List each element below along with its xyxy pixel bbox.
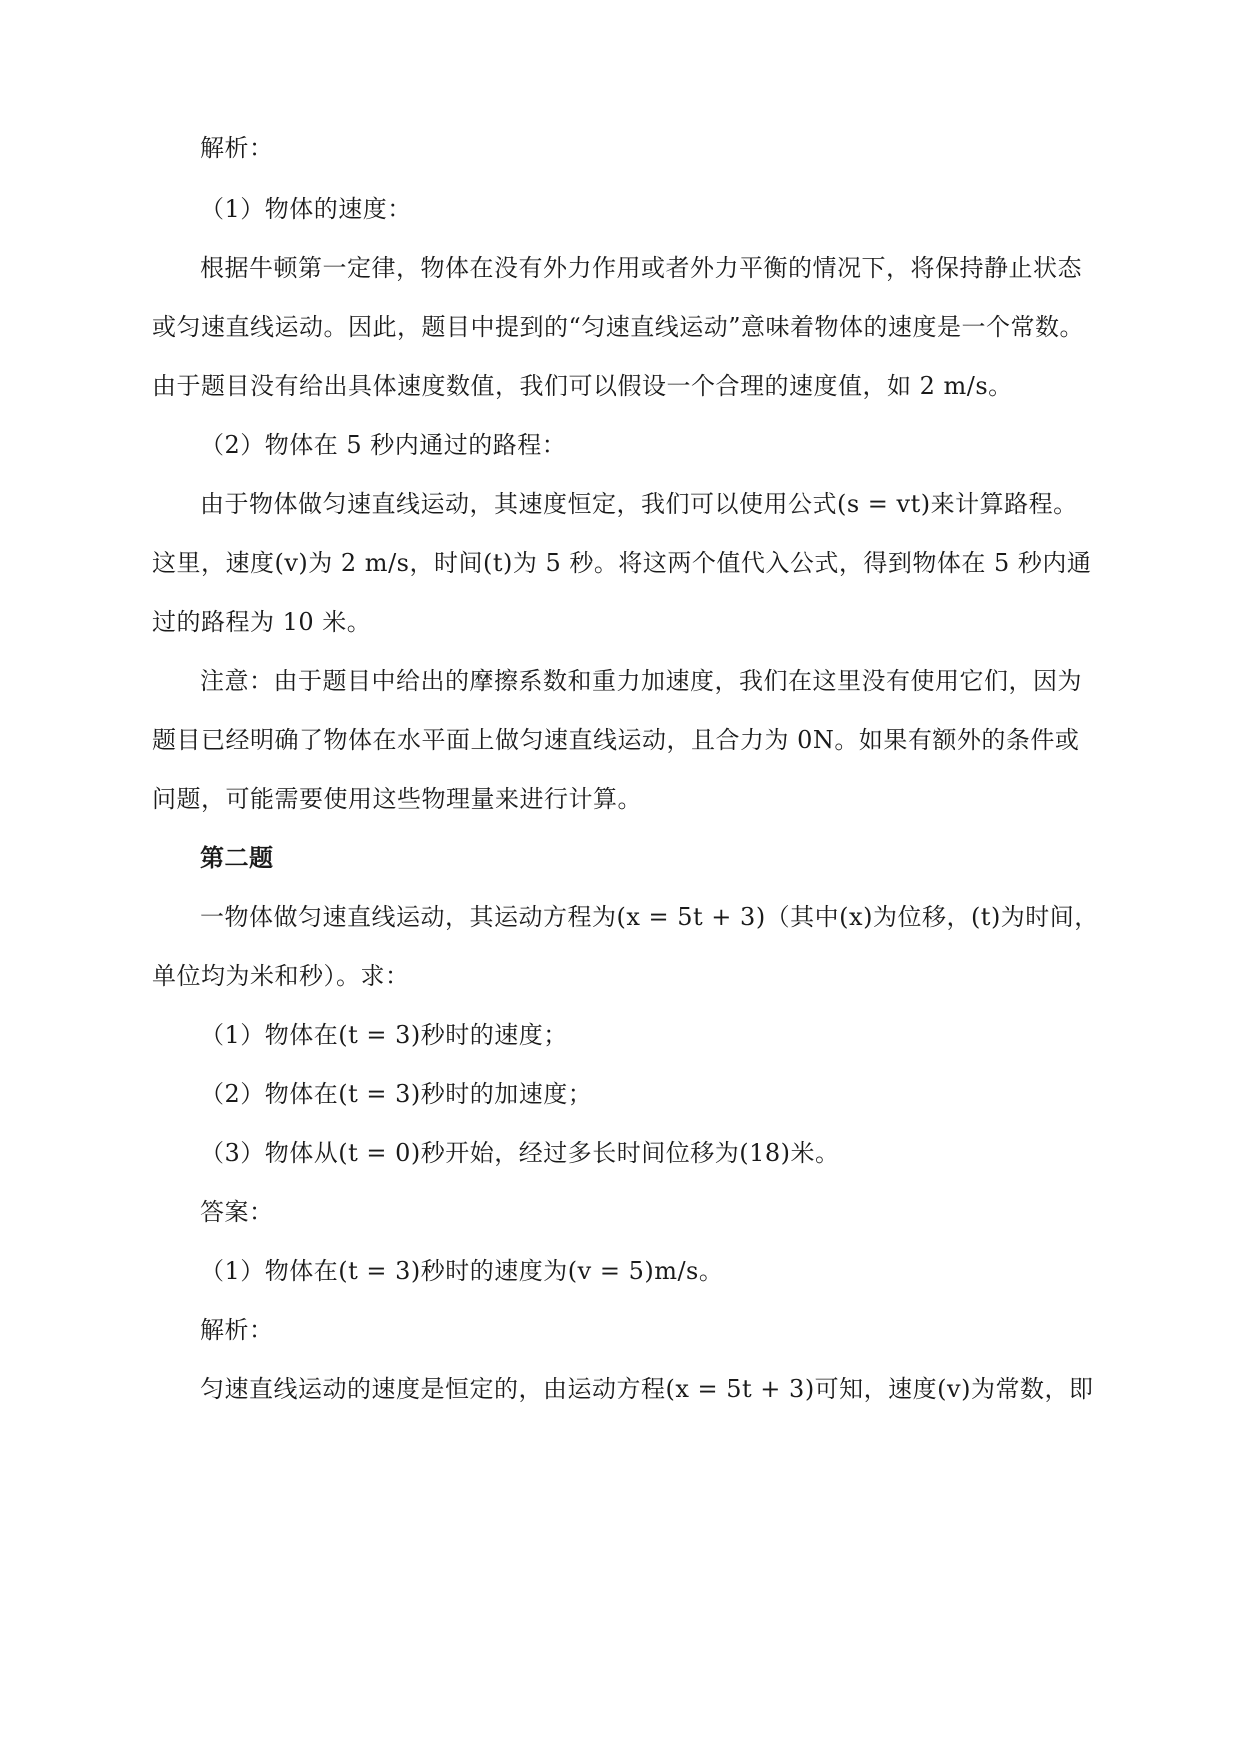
note-paragraph: 注意：由于题目中给出的摩擦系数和重力加速度，我们在这里没有使用它们，因为: [200, 667, 1082, 695]
paragraph-line: 题目已经明确了物体在水平面上做匀速直线运动，且合力为 0N。如果有额外的条件或: [152, 726, 1080, 754]
paragraph-line: 根据牛顿第一定律，物体在没有外力作用或者外力平衡的情况下，将保持静止状态: [200, 254, 1082, 282]
subheading-speed: （1）物体的速度：: [200, 195, 412, 223]
answer-label: 答案：: [200, 1198, 274, 1226]
question-item: （1）物体在(t = 3)秒时的速度；: [200, 1021, 568, 1049]
paragraph-line: 问题，可能需要使用这些物理量来进行计算。: [152, 785, 642, 813]
subheading-distance: （2）物体在 5 秒内通过的路程：: [200, 431, 567, 459]
analysis-label: 解析：: [200, 1316, 274, 1344]
answer-item: （1）物体在(t = 3)秒时的速度为(v = 5)m/s。: [200, 1257, 724, 1285]
paragraph-line: 单位均为米和秒）。求：: [152, 962, 410, 990]
paragraph-line: 或匀速直线运动。因此，题目中提到的“匀速直线运动”意味着物体的速度是一个常数。: [152, 313, 1085, 341]
paragraph-line: 匀速直线运动的速度是恒定的，由运动方程(x = 5t + 3)可知，速度(v)为常数，即: [200, 1375, 1094, 1403]
paragraph-line: 由于物体做匀速直线运动，其速度恒定，我们可以使用公式(s = vt)来计算路程。: [200, 490, 1078, 518]
question-item: （3）物体从(t = 0)秒开始，经过多长时间位移为(18)米。: [200, 1139, 840, 1167]
question-paragraph: 一物体做匀速直线运动，其运动方程为(x = 5t + 3)（其中(x)为位移，(t)为时间，: [200, 903, 1099, 931]
analysis-label: 解析：: [200, 134, 274, 162]
section-heading: 第二题: [200, 844, 274, 872]
paragraph-line: 由于题目没有给出具体速度数值，我们可以假设一个合理的速度值，如 2 m/s。: [152, 372, 1013, 400]
paragraph-line: 过的路程为 10 米。: [152, 608, 372, 636]
paragraph-line: 这里，速度(v)为 2 m/s，时间(t)为 5 秒。将这两个值代入公式，得到物体在 5 秒内通: [152, 549, 1092, 577]
question-item: （2）物体在(t = 3)秒时的加速度；: [200, 1080, 593, 1108]
